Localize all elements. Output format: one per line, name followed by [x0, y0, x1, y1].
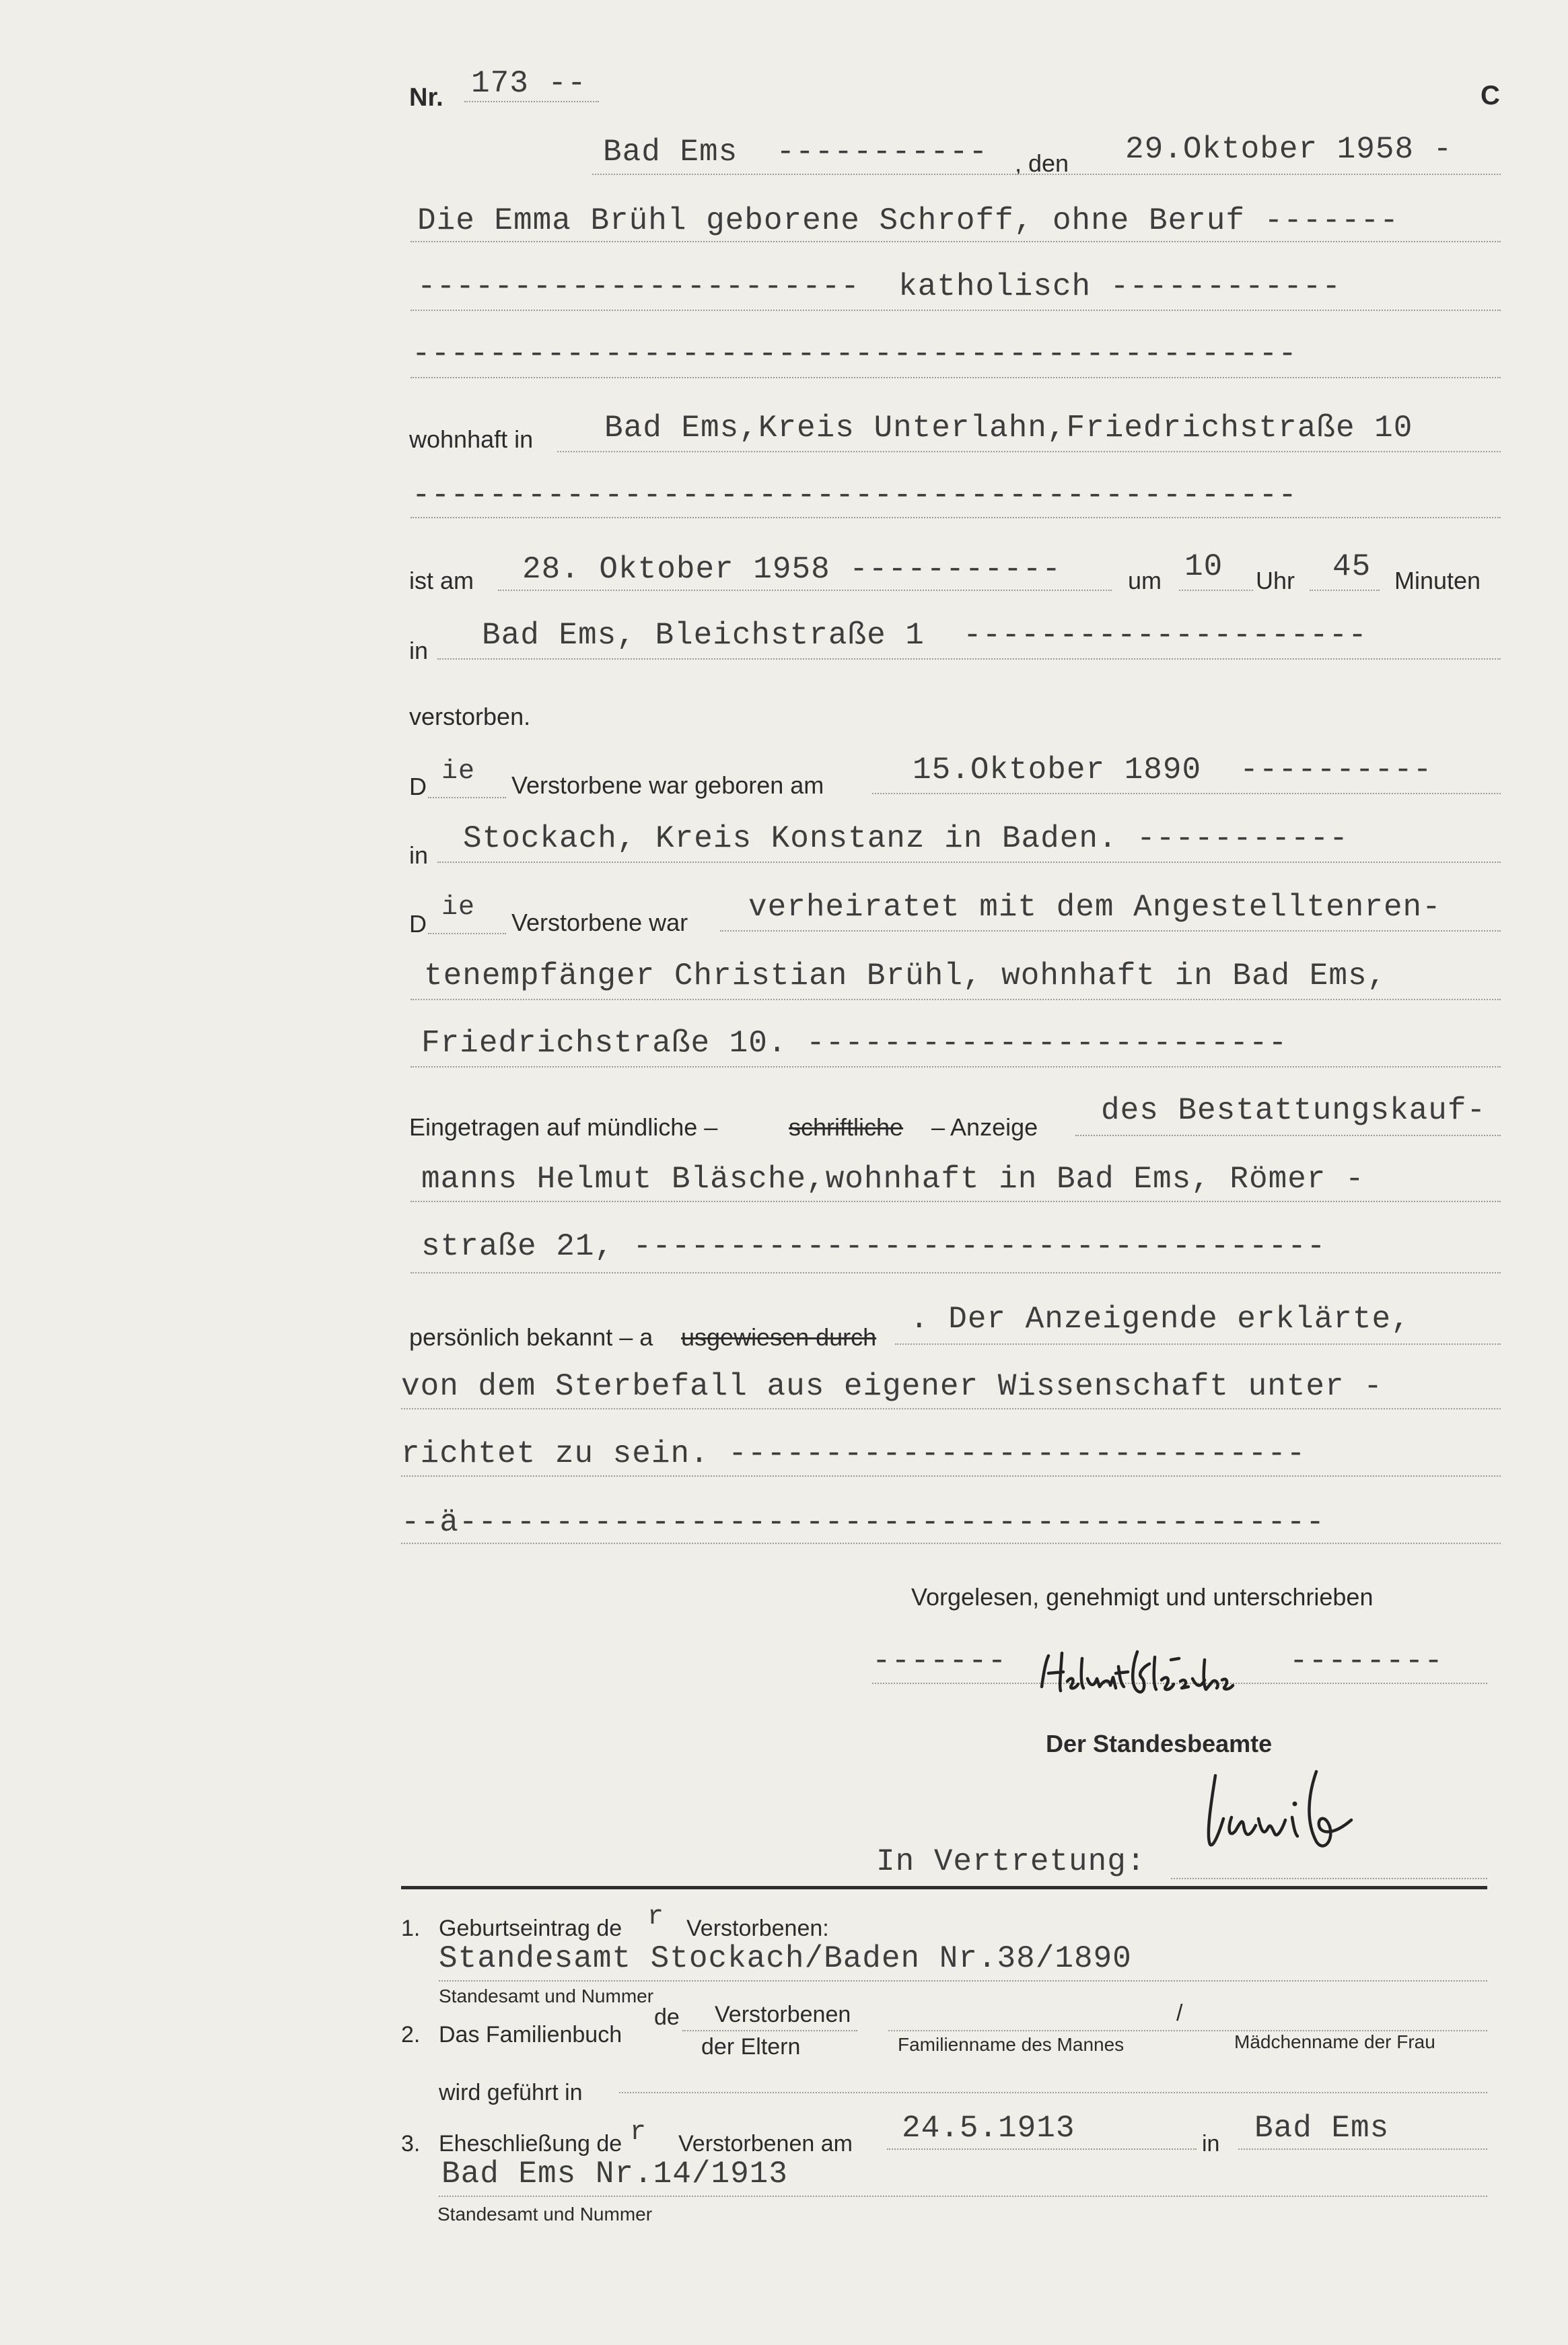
- birth-label: Verstorbene war geboren am: [511, 771, 824, 799]
- registration-label-a: Eingetragen auf mündliche –: [409, 1113, 718, 1141]
- registration-label-b: – Anzeige: [931, 1113, 1038, 1141]
- deceased-line-2: ----------------------- katholisch ------------: [417, 269, 1342, 304]
- identity-label: persönlich bekannt – a: [409, 1323, 653, 1351]
- note-1-number: 1.: [401, 1916, 421, 1941]
- signature-dashes-right: --------: [1289, 1644, 1444, 1679]
- death-hour: 10: [1184, 549, 1223, 584]
- death-place-label: in: [409, 637, 429, 664]
- standesamt-nummer-caption: Standesamt und Nummer: [439, 1986, 654, 2006]
- identity-line-2: von dem Sterbefall aus eigener Wissenschaft unter -: [401, 1369, 1383, 1404]
- section-divider: [401, 1886, 1487, 1889]
- dotted-line: [428, 797, 506, 798]
- note-2-der-eltern: der Eltern: [701, 2034, 801, 2060]
- birth-ie: ie: [441, 757, 476, 787]
- dotted-line: [439, 2196, 1487, 2197]
- registration-label-struck: schriftliche: [789, 1113, 904, 1141]
- dotted-line: [1310, 590, 1380, 591]
- marriage-date: 24.5.1913: [902, 2111, 1075, 2146]
- marriage-line-1: verheiratet mit dem Angestelltenren-: [748, 890, 1441, 925]
- dotted-line: [437, 658, 1501, 660]
- identity-line-3: richtet zu sein. ------------------------------: [401, 1436, 1306, 1471]
- dotted-line: [1171, 1878, 1487, 1879]
- verstorben-label: verstorben.: [409, 703, 531, 730]
- number-label: Nr.: [409, 83, 443, 112]
- note-2-verstorbenen: Verstorbenen: [715, 2002, 851, 2027]
- dotted-line: [401, 1408, 1501, 1409]
- registrar-signature: [1191, 1761, 1413, 1862]
- dotted-line: [411, 1201, 1501, 1202]
- entry-number: 173 --: [471, 66, 587, 101]
- maedchenname-caption: Mädchenname der Frau: [1234, 2031, 1435, 2052]
- dotted-line: [872, 793, 1501, 794]
- uhr-label: Uhr: [1256, 567, 1295, 594]
- document-date: 29.Oktober 1958 -: [1125, 132, 1453, 167]
- birth-place: Stockach, Kreis Konstanz in Baden. -----------: [463, 821, 1349, 856]
- dotted-line: [411, 999, 1501, 1000]
- registrar-title: Der Standesbeamte: [1046, 1730, 1273, 1757]
- dotted-line: [411, 377, 1501, 378]
- marriage-line-3: Friedrichstraße 10. -------------------------: [421, 1026, 1288, 1061]
- marriage-line-2: tenempfänger Christian Brühl, wohnhaft in Bad Ems,: [424, 958, 1387, 993]
- note-3-label: Eheschließung de: [439, 2131, 622, 2157]
- dotted-line: [411, 241, 1501, 242]
- dotted-line: [682, 2030, 857, 2031]
- residence-line-2: ----------------------------------------------: [412, 478, 1297, 513]
- dotted-line: [437, 862, 1501, 863]
- familienname-caption: Familienname des Mannes: [898, 2034, 1125, 2055]
- birth-date: 15.Oktober 1890 ----------: [913, 753, 1433, 788]
- identity-line-1: . Der Anzeigende erklärte,: [910, 1302, 1411, 1337]
- signature-dashes-left: -------: [872, 1644, 1007, 1679]
- dotted-line: [401, 1543, 1501, 1544]
- identity-label-struck: usgewiesen durch: [681, 1323, 877, 1351]
- wird-gefuehrt-label: wird geführt in: [439, 2080, 583, 2105]
- dotted-line: [1238, 2148, 1487, 2150]
- dotted-line: [411, 517, 1501, 518]
- standesamt-nummer-caption-2: Standesamt und Nummer: [437, 2204, 653, 2225]
- dotted-line: [895, 1343, 1501, 1345]
- residence-label: wohnhaft in: [409, 425, 534, 453]
- registration-line-2: manns Helmut Bläsche,wohnhaft in Bad Ems, Römer -: [421, 1162, 1365, 1197]
- dotted-line: [592, 174, 1501, 175]
- note-1-r: r: [647, 1902, 665, 1932]
- dotted-line: [411, 310, 1501, 311]
- identity-line-4: --ä---------------------------------------------: [401, 1505, 1326, 1540]
- note-2-slash: /: [1176, 2000, 1183, 2026]
- dotted-line: [401, 1475, 1501, 1477]
- minuten-label: Minuten: [1394, 567, 1481, 594]
- den-label: , den: [1015, 149, 1069, 177]
- marriage-place: Bad Ems: [1254, 2111, 1390, 2146]
- note-2-label: Das Familienbuch: [439, 2022, 622, 2048]
- dotted-line: [498, 590, 1112, 591]
- note-3-label-2: Verstorbenen am: [678, 2131, 853, 2157]
- ist-am-label: ist am: [409, 567, 474, 594]
- note-3-in: in: [1202, 2131, 1220, 2157]
- note-1-label: Geburtseintrag de: [439, 1916, 622, 1941]
- note-3-number: 3.: [401, 2131, 421, 2157]
- birth-place-label: in: [409, 841, 429, 869]
- dotted-line: [887, 2148, 1197, 2150]
- place: Bad Ems -----------: [603, 135, 989, 170]
- note-3-value: Bad Ems Nr.14/1913: [441, 2157, 788, 2192]
- dotted-line: [411, 1066, 1501, 1068]
- birth-d-label: D: [409, 773, 427, 800]
- residence-value: Bad Ems,Kreis Unterlahn,Friedrichstraße 10: [604, 411, 1413, 446]
- dotted-line: [439, 1980, 1487, 1982]
- registration-line-1: des Bestattungskauf-: [1101, 1093, 1487, 1128]
- note-1-label-2: Verstorbenen:: [686, 1916, 829, 1941]
- deceased-line-3: ----------------------------------------------: [412, 337, 1297, 372]
- informant-signature: [1036, 1646, 1258, 1707]
- note-2-de: de: [654, 2004, 680, 2030]
- dotted-line: [557, 451, 1501, 452]
- dotted-line: [428, 933, 506, 934]
- corner-letter: C: [1481, 81, 1500, 110]
- note-3-r: r: [630, 2118, 647, 2148]
- death-place: Bad Ems, Bleichstraße 1 ---------------------: [482, 618, 1367, 653]
- dotted-line: [720, 930, 1501, 932]
- marriage-label: Verstorbene war: [511, 909, 688, 936]
- note-2-number: 2.: [401, 2022, 421, 2048]
- um-label: um: [1128, 567, 1162, 594]
- registration-line-3: straße 21, ------------------------------------: [421, 1229, 1326, 1264]
- dotted-line: [411, 1272, 1501, 1273]
- read-approved-statement: Vorgelesen, genehmigt und unterschrieben: [911, 1583, 1374, 1611]
- in-vertretung-label: In Vertretung:: [876, 1844, 1146, 1879]
- death-date: 28. Oktober 1958 -----------: [522, 552, 1061, 587]
- marriage-ie: ie: [441, 893, 476, 923]
- marriage-d-label: D: [409, 910, 427, 938]
- death-minutes: 45: [1332, 549, 1371, 584]
- deceased-line-1: Die Emma Brühl geborene Schroff, ohne Beruf -------: [417, 203, 1399, 238]
- note-1-value: Standesamt Stockach/Baden Nr.38/1890: [439, 1941, 1132, 1976]
- dotted-line: [619, 2092, 1487, 2093]
- dotted-line: [1179, 590, 1253, 591]
- dotted-line: [1075, 1135, 1501, 1136]
- dotted-line: [464, 101, 599, 102]
